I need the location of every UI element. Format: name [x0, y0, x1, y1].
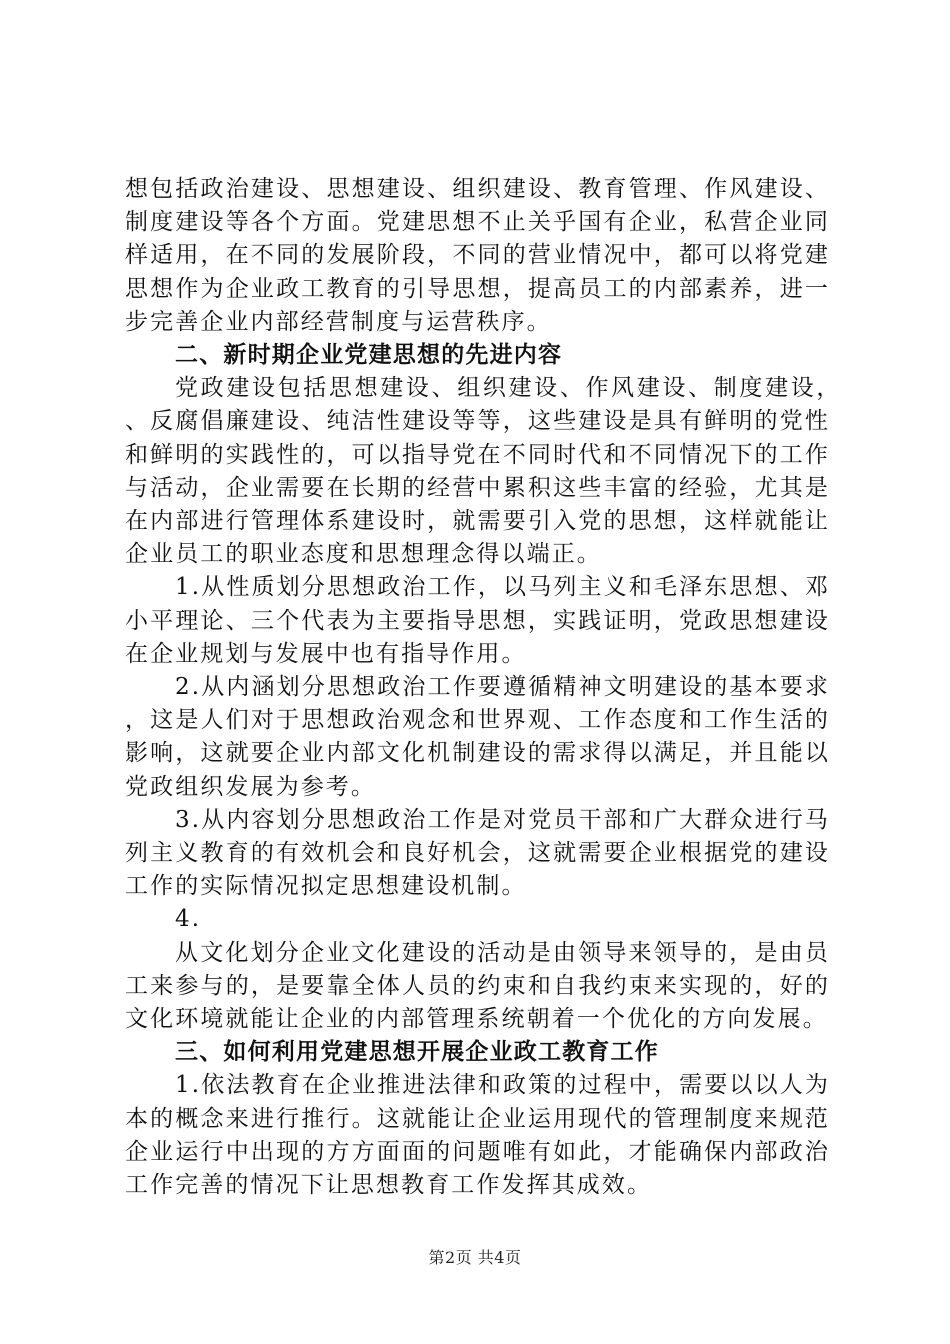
- body-paragraph: 党政建设包括思想建设、组织建设、作风建设、制度建设，、反腐倡廉建设、纯洁性建设等等，这些建设是具有鲜明的党性和鲜明的实践性的，可以指导党在不同时代和不同情况下的工作与活动，企业需要在长期的经营中累积这些丰富的经验，尤其是在内部进行管理体系建设时，就需要引入党的思想，这样就能让企业员工的职业态度和思想理念得以端正。: [125, 375, 830, 568]
- section-heading: 二、新时期企业党建思想的先进内容: [175, 342, 563, 369]
- body-paragraph: 从文化划分企业文化建设的活动是由领导来领导的，是由员工来参与的，是要靠全体人员的约束和自我约束来实现的，好的文化环境就能让企业的内部管理系统朝着一个优化的方向发展。: [125, 939, 830, 1033]
- list-item: 1.依法教育在企业推进法律和政策的过程中，需要以以人为本的概念来进行推行。这就能让企业运用现代的管理制度来规范企业运行中出现的方方面面的问题唯有如此，才能确保内部政治工作完善的情况下让思想教育工作发挥其成效。: [125, 1072, 830, 1199]
- list-item: 2.从内涵划分思想政治工作要遵循精神文明建设的基本要求，这是人们对于思想政治观念和世界观、工作态度和工作生活的影响，这就要企业内部文化机制建设的需求得以满足，并且能以党政组织发展为参考。: [125, 674, 830, 800]
- list-item: 1.从性质划分思想政治工作，以马列主义和毛泽东思想、邓小平理论、三个代表为主要指导思想，实践证明，党政思想建设在企业规划与发展中也有指导作用。: [125, 574, 830, 667]
- body-paragraph: 想包括政治建设、思想建设、组织建设、教育管理、作风建设、制度建设等各个方面。党建思想不止关乎国有企业，私营企业同样适用，在不同的发展阶段，不同的营业情况中，都可以将党建思想作为企业政工教育的引导思想，提高员工的内部素养，进一步完善企业内部经营制度与运营秩序。: [125, 176, 830, 335]
- document-body: [125, 173, 830, 1202]
- list-item-number: 4.: [175, 906, 202, 933]
- page-footer: 第2页 共4页: [428, 1248, 522, 1267]
- list-item: 3.从内容划分思想政治工作是对党员干部和广大群众进行马列主义教育的有效机会和良好机会，这就需要企业根据党的建设工作的实际情况拟定思想建设机制。: [125, 806, 830, 900]
- section-heading: 三、如何利用党建思想开展企业政工教育工作: [175, 1039, 659, 1066]
